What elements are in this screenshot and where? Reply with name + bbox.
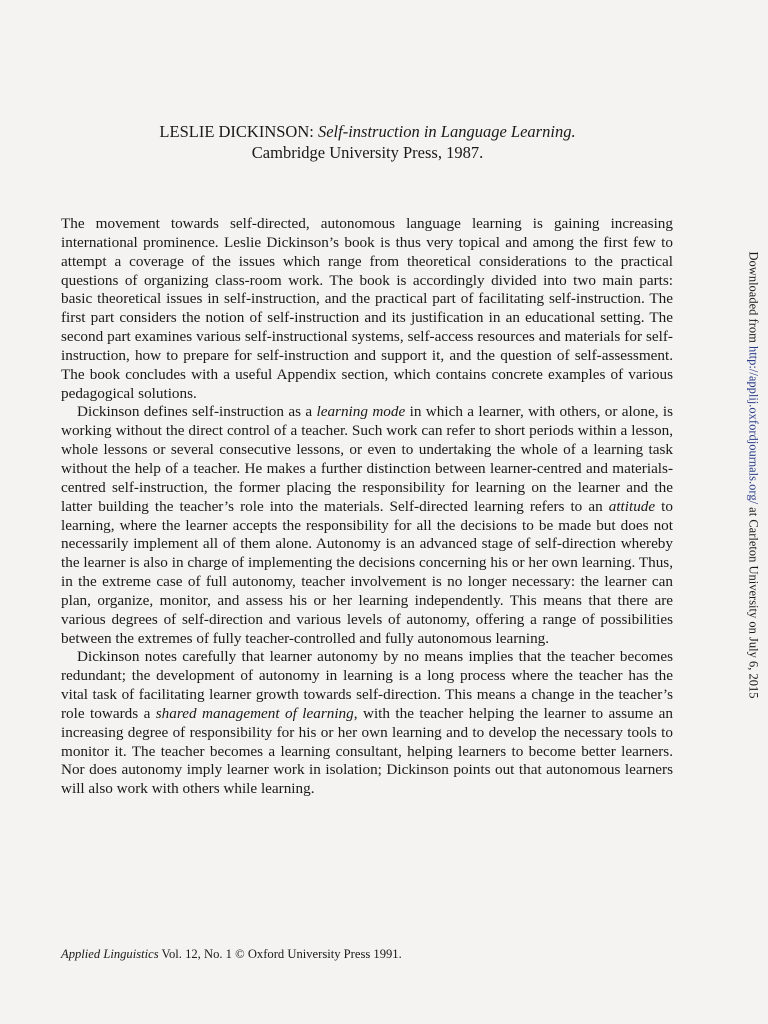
paragraph-text: in which a learner, with others, or alone, is working without the direct control of a teacher. Such work can refer to short periods within a lesson, whole lessons or several consecutive lessons, or even to undertaking the whole of a learning task without the help of a teacher. He makes a further distinction between learner-centred and materials-centred self-instruction, the former placing the responsibility for learning on the learner and the latter building the teacher’s role into the materials. Self-directed learning refers to an [61,403,673,515]
journal-footer [61,947,402,962]
book-title: Self-instruction in Language Learning. [317,122,576,141]
publisher-line: Cambridge University Press, 1987. [251,143,484,162]
paragraph-text: , with the teacher helping the learner to assume an increasing degree of responsibility for his or her own learning and to develop the necessary tools to monitor it. The teacher becomes a learning consultant, helping learners to become better learners. Nor does autonomy imply learner work in isolation; Dickinson points out that autonomous learners will also work with others while learning. [61,704,674,798]
journal-name: Applied Linguistics [61,947,159,961]
emphasized-term: shared management of learning [155,704,354,722]
emphasized-term: attitude [608,497,656,515]
download-notice [746,252,761,699]
paragraph [61,648,673,799]
paragraph-text: Dickinson defines self-instruction as a [77,403,317,421]
journal-link[interactable]: http://applij.oxfordjournals.org/ [746,345,761,505]
paragraph-text: The movement towards self-directed, autonomous language learning is gaining increasing international prominence. Leslie Dickinson’s book is thus very topical and among the first few to attempt a coverage of the issues which range from theoretical considerations to the practical questions of organizing class-room work. The book is accordingly divided into two main parts: basic theoretical issues in self-instruction, and the practical part of facilitating self-instruction. The first part considers the notion of self-instruction and its justification in an educational setting. The second part examines various self-instructional systems, self-access resources and materials for self-instruction, how to prepare for self-instruction and support it, and the question of self-assessment. The book concludes with a useful Appendix section, which contains concrete examples of various pedagogical solutions. [61,215,673,402]
download-suffix: at Carleton University on July 6, 2015 [746,504,761,699]
download-prefix: Downloaded from [746,251,761,346]
review-header [60,121,675,163]
journal-citation: Vol. 12, No. 1 © Oxford University Press 1991. [158,947,402,961]
review-body [61,215,673,799]
paragraph [61,403,673,648]
author-name: LESLIE DICKINSON: [159,122,314,141]
paragraph-text: to learning, where the learner accepts the responsibility for all the decisions to be made but does not necessarily implement all of them alone. Autonomy is an advanced stage of self-direction whereby the learner is also in charge of implementing the decisions concerning his or her own learning. Thus, in the extreme case of full autonomy, teacher involvement is no longer necessary: the learner can plan, organize, monitor, and assess his or her learning independently. This means that there are various degrees of self-direction and various levels of autonomy, offering a range of possibilities between the extremes of fully teacher-controlled and fully autonomous learning. [61,497,673,647]
paragraph-text: Dickinson notes carefully that learner autonomy by no means implies that the teacher becomes redundant; the development of autonomy in learning is a long process where the teacher has the vital task of facilitating learner growth towards self-direction. This means a change in the teacher’s role towards a [61,648,673,722]
review-title-line [60,121,675,142]
emphasized-term: learning mode [316,403,406,421]
paragraph [61,215,673,403]
